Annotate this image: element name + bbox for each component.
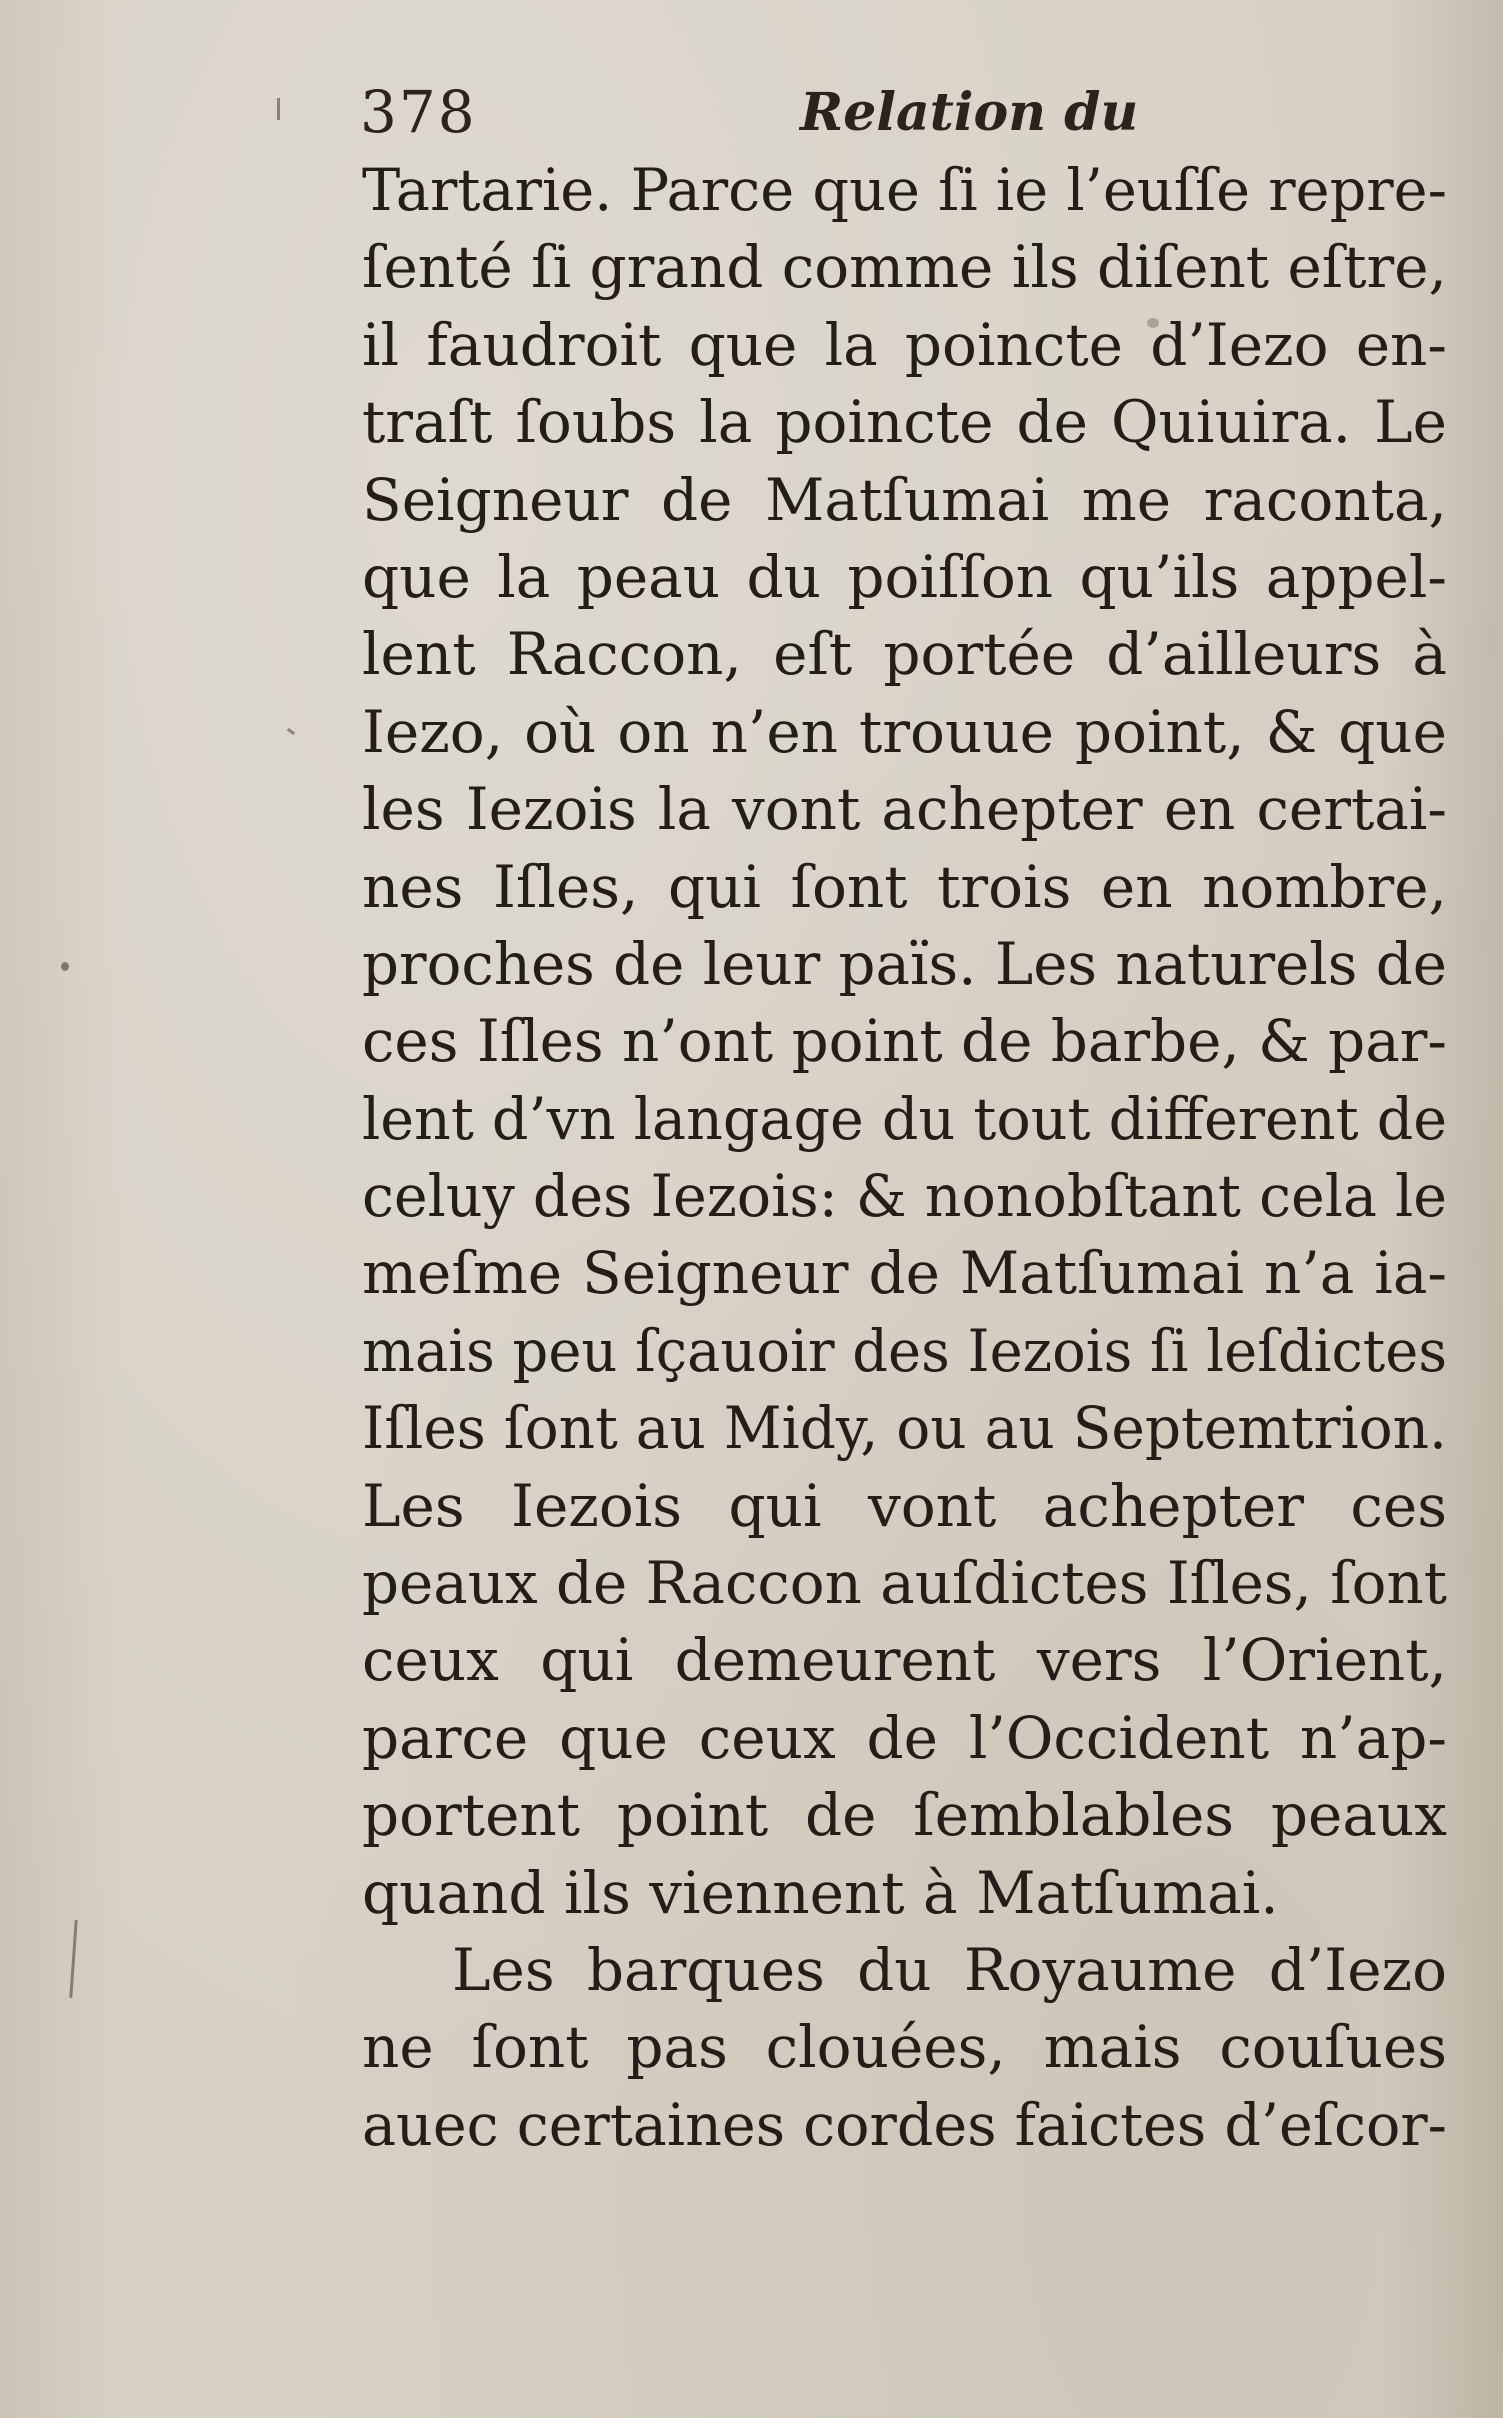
margin-mark bbox=[277, 98, 280, 120]
text-line: les Iezois la vont achepter en certai- bbox=[362, 775, 1448, 844]
text-line: Iezo, où on n’en trouue point, & que bbox=[362, 697, 1447, 766]
text-line: lent d’vn langage du tout different de bbox=[362, 1084, 1448, 1153]
page-number: 378 bbox=[360, 78, 477, 146]
text-line: Iſles ſont au Midy, ou au Septemtrion. bbox=[362, 1394, 1447, 1463]
text-line: portent point de ſemblables peaux bbox=[362, 1781, 1447, 1850]
text-line: Les Iezois qui vont achepter ces bbox=[362, 1471, 1447, 1540]
text-line: meſme Seigneur de Matſumai n’a ia- bbox=[362, 1239, 1448, 1308]
text-line: quand ils viennent à Matſumai. bbox=[362, 1858, 1279, 1927]
text-line: mais peu ſçauoir des Iezois ſi leſdictes bbox=[362, 1316, 1447, 1385]
page-header bbox=[360, 78, 1360, 158]
text-line: Tartarie. Parce que ſi ie l’euſſe repre- bbox=[362, 156, 1447, 224]
margin-mark bbox=[287, 728, 295, 735]
text-line: ces Iſles n’ont point de barbe, & par- bbox=[362, 1007, 1447, 1076]
text-line: celuy des Iezois: & nonobſtant cela le bbox=[362, 1162, 1448, 1231]
margin-mark bbox=[69, 1920, 77, 1998]
paragraph-start-line: Les barques du Royaume d’Iezo bbox=[452, 1935, 1448, 2004]
text-line: ſenté ſi grand comme ils diſent eſtre, bbox=[362, 233, 1447, 302]
text-line: parce que ceux de l’Occident n’ap- bbox=[362, 1703, 1447, 1772]
text-line: ceux qui demeurent vers l’Orient, bbox=[362, 1626, 1447, 1695]
text-line: que la peau du poiſſon qu’ils appel- bbox=[362, 542, 1448, 611]
text-line: traſt ſoubs la poincte de Quiuira. Le bbox=[362, 388, 1448, 457]
text-line: lent Raccon, eſt portée d’ailleurs à bbox=[362, 620, 1447, 689]
running-head: Relation du bbox=[800, 82, 1139, 143]
text-line: nes Iſles, qui ſont trois en nombre, bbox=[362, 852, 1447, 921]
text-line: ne ſont pas clouées, mais couſues bbox=[362, 2013, 1447, 2082]
paper-speck bbox=[61, 962, 69, 971]
text-line: peaux de Raccon auſdictes Iſles, ſont bbox=[362, 1549, 1447, 1618]
text-line: proches de leur païs. Les naturels de bbox=[362, 929, 1447, 998]
body-text bbox=[362, 152, 1462, 2164]
text-line: il faudroit que la poincte d’Iezo en- bbox=[362, 310, 1447, 379]
text-line: auec certaines cordes faictes d’eſcor- bbox=[362, 2090, 1447, 2159]
text-line: Seigneur de Matſumai me raconta, bbox=[362, 465, 1447, 534]
